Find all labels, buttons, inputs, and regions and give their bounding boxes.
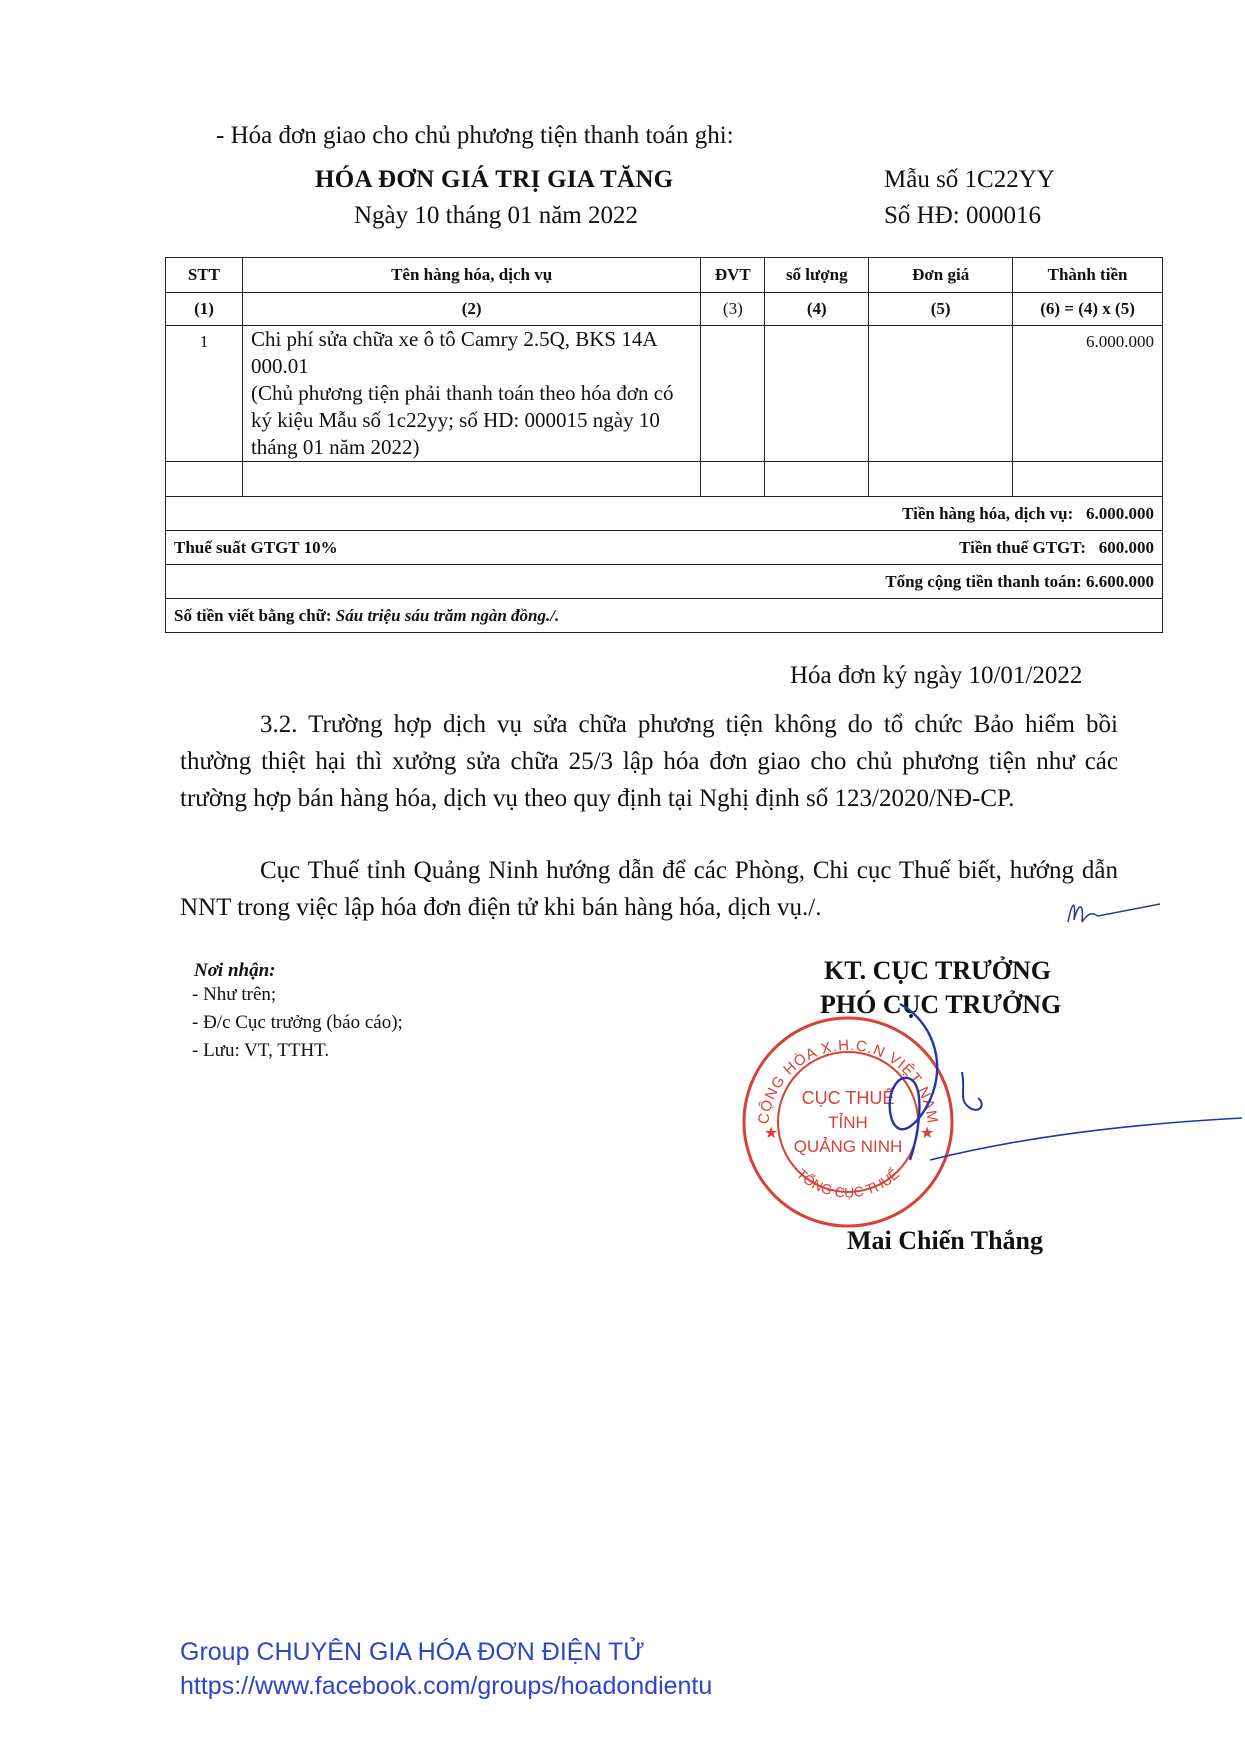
- subtotal-label: Tiền hàng hóa, dịch vụ:: [902, 503, 1074, 523]
- recipient-item: - Lưu: VT, TTHT.: [192, 1040, 330, 1061]
- item-unit: [701, 326, 765, 462]
- signer-name: Mai Chiến Thắng: [847, 1226, 1044, 1255]
- item-description-line2: (Chủ phương tiện phải thanh toán theo hóa đơn có ký kiệu Mẫu số 1c22yy; số HD: 000015 ngày 10 tháng 01 năm 2022): [250, 381, 674, 459]
- vat-rate: Thuế suất GTGT 10%: [174, 537, 338, 557]
- vat-cell: [166, 531, 1163, 565]
- header-stt: STT: [166, 258, 243, 293]
- vat-row: [166, 531, 1163, 565]
- col-number-2: (2): [242, 293, 700, 326]
- col-number-4: (4): [765, 293, 869, 326]
- invoice-signed-date: Hóa đơn ký ngày 10/01/2022: [790, 662, 1083, 689]
- invoice-form-number: Mẫu số 1C22YY: [884, 166, 1055, 193]
- header-unit-price: Đơn giá: [869, 258, 1013, 293]
- paragraph-3-2: [180, 706, 1118, 817]
- vat-value: 600.000: [1098, 537, 1154, 557]
- seal-center-line1: CỤC THUẾ: [801, 1088, 895, 1108]
- handwritten-signature-icon: [780, 1000, 1245, 1190]
- invoice-date: Ngày 10 tháng 01 năm 2022: [354, 202, 638, 229]
- invoice-table: [165, 257, 1163, 633]
- amount-in-words-label: Số tiền viết bằng chữ:: [174, 605, 332, 625]
- col-number-3: (3): [701, 293, 765, 326]
- table-row-empty: [166, 462, 1163, 497]
- total-value: 6.600.000: [1086, 571, 1154, 591]
- header-quantity: số lượng: [765, 258, 869, 293]
- amount-in-words-value: Sáu triệu sáu trăm ngàn đồng./.: [335, 605, 560, 625]
- amount-in-words-row: [166, 599, 1163, 633]
- recipient-item: - Như trên;: [192, 984, 277, 1005]
- item-amount: 6.000.000: [1013, 326, 1163, 462]
- subtotal-cell: [166, 497, 1163, 531]
- col-number-5: (5): [869, 293, 1013, 326]
- table-row: [166, 326, 1163, 462]
- intro-line: - Hóa đơn giao cho chủ phương tiện thanh toán ghi:: [216, 122, 734, 149]
- col-number-6: (6) = (4) x (5): [1013, 293, 1163, 326]
- footer-group-link[interactable]: https://www.facebook.com/groups/hoadondientu: [180, 1672, 713, 1700]
- vat-amount: [959, 538, 1154, 558]
- invoice-number: Số HĐ: 000016: [884, 202, 1041, 229]
- recipients-title: Nơi nhận:: [194, 960, 276, 981]
- seal-star-right-icon: ★: [920, 1125, 935, 1142]
- col-number-1: (1): [166, 293, 243, 326]
- seal-bottom-text: TỔNG CỤC THUẾ: [793, 1165, 903, 1201]
- amount-in-words-cell: [166, 599, 1163, 633]
- footer-group-name: Group CHUYÊN GIA HÓA ĐƠN ĐIỆN TỬ: [180, 1638, 645, 1666]
- initials-mark-icon: [1060, 890, 1170, 930]
- subtotal-value: 6.000.000: [1086, 503, 1154, 523]
- recipient-item: - Đ/c Cục trưởng (báo cáo);: [192, 1012, 403, 1033]
- total-row: [166, 565, 1163, 599]
- item-description-line1: Chi phí sửa chữa xe ô tô Camry 2.5Q, BKS 14A 000.01: [250, 327, 657, 378]
- seal-ring-text: CỘNG HÒA X.H.C.N VIỆT NAM: [755, 1036, 941, 1126]
- signature-title-1: KT. CỤC TRƯỞNG: [824, 956, 1052, 985]
- header-unit: ĐVT: [701, 258, 765, 293]
- paragraph-closing: [180, 852, 1118, 926]
- paragraph-closing-text: Cục Thuế tỉnh Quảng Ninh hướng dẫn để các Phòng, Chi cục Thuế biết, hướng dẫn NNT trong việc lập hóa đơn điện tử khi bán hàng hóa, dịch vụ./.: [180, 857, 1118, 921]
- table-header-row: [166, 258, 1163, 293]
- paragraph-3-2-text: 3.2. Trường hợp dịch vụ sửa chữa phương tiện không do tổ chức Bảo hiểm bồi thường thiệt hại thì xưởng sửa chữa 25/3 lập hóa đơn giao cho chủ phương tiện như các trường hợp bán hàng hóa, dịch vụ theo quy định tại Nghị định số 123/2020/NĐ-CP.: [180, 711, 1118, 812]
- signature-title-2: PHÓ CỤC TRƯỞNG: [820, 990, 1062, 1019]
- vat-label: Tiền thuế GTGT:: [959, 537, 1086, 557]
- item-description: [242, 326, 700, 462]
- total-cell: [166, 565, 1163, 599]
- seal-center-line2: TỈNH: [828, 1113, 868, 1132]
- header-item-name: Tên hàng hóa, dịch vụ: [242, 258, 700, 293]
- subtotal-row: [166, 497, 1163, 531]
- header-amount: Thành tiền: [1013, 258, 1163, 293]
- total-label: Tổng cộng tiền thanh toán:: [885, 571, 1082, 591]
- table-column-number-row: [166, 293, 1163, 326]
- invoice-title: HÓA ĐƠN GIÁ TRỊ GIA TĂNG: [315, 166, 674, 193]
- seal-center-line3: QUẢNG NINH: [793, 1137, 903, 1156]
- item-stt: 1: [166, 326, 243, 462]
- item-quantity: [765, 326, 869, 462]
- seal-star-left-icon: ★: [764, 1125, 779, 1142]
- item-unit-price: [869, 326, 1013, 462]
